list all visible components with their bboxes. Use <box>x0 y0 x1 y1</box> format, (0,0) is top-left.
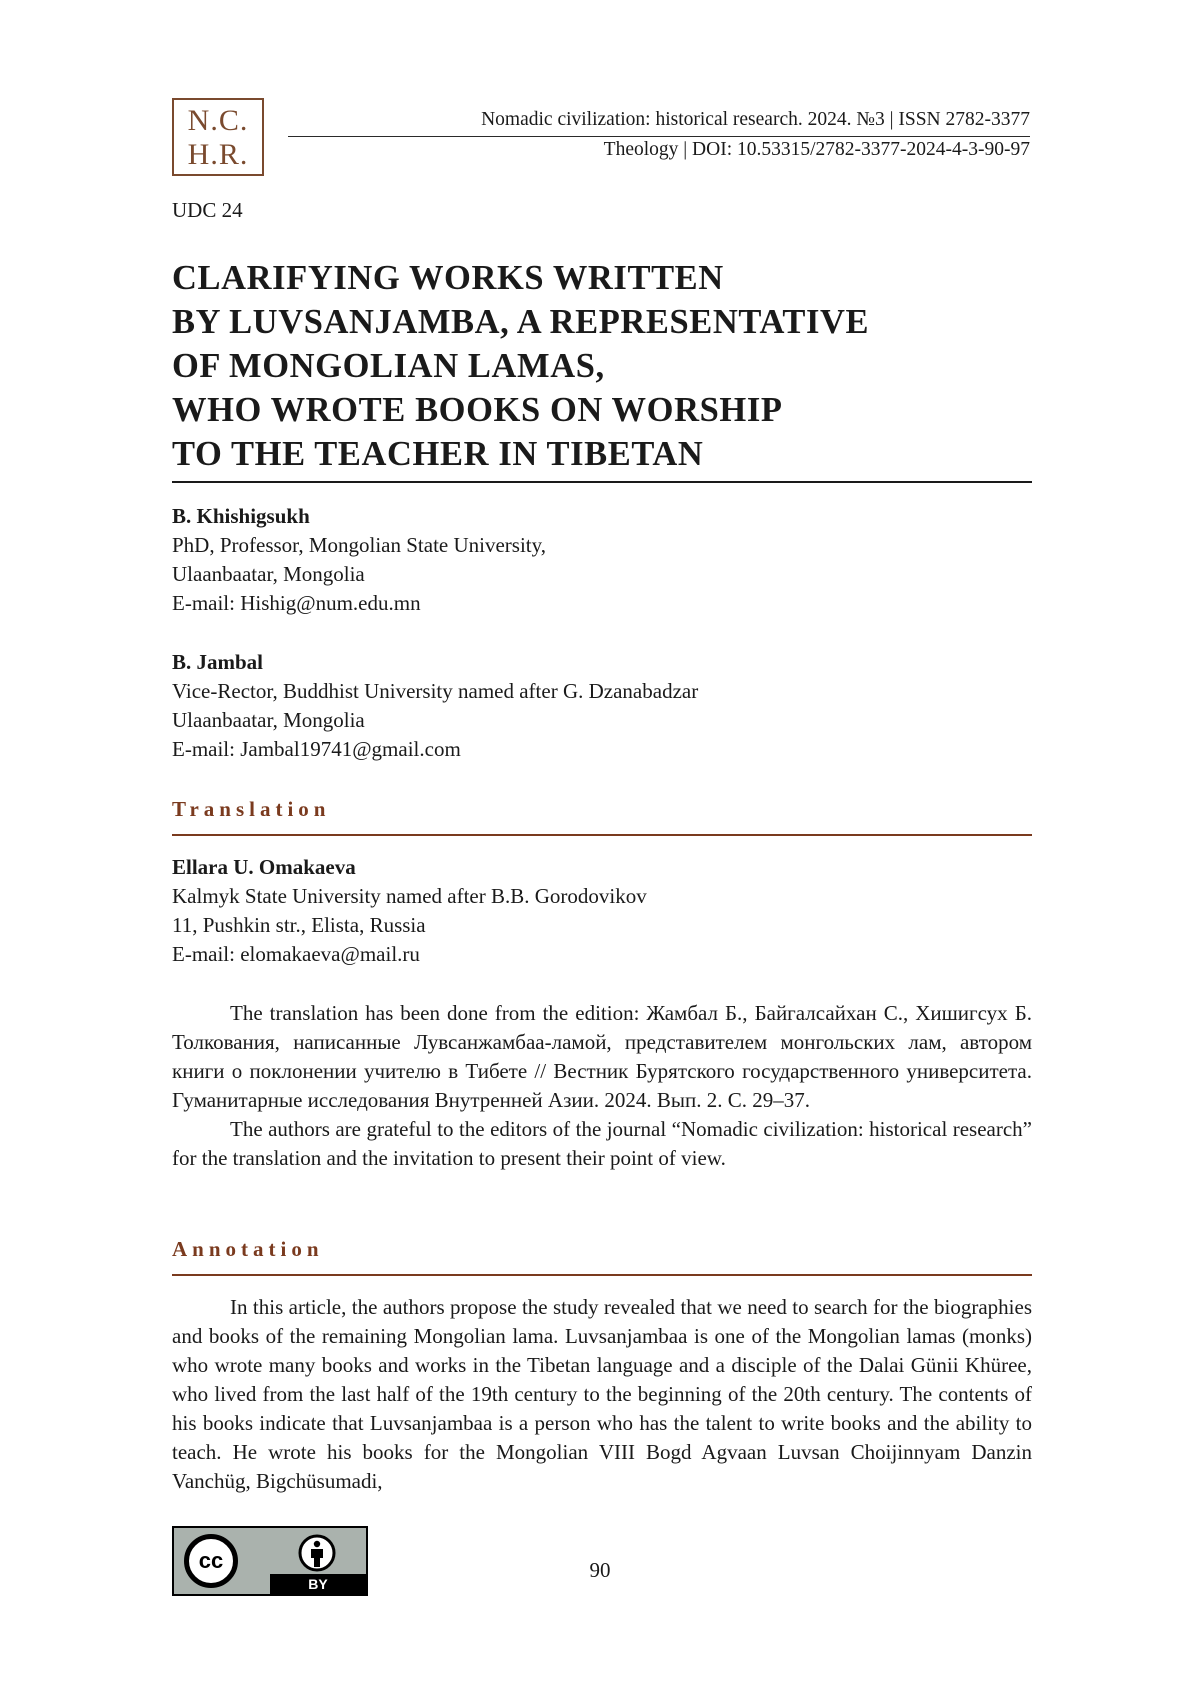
title-rule <box>172 481 1032 483</box>
annotation-rule <box>172 1274 1032 1276</box>
title-line: BY LUVSANJAMBA, A REPRESENTATIVE <box>172 303 870 341</box>
translator-name: Ellara U. Omakaeva <box>172 855 356 879</box>
article-title <box>172 256 1032 476</box>
author-email[interactable]: E-mail: Hishig@num.edu.mn <box>172 591 421 615</box>
page-number: 90 <box>589 1558 611 1582</box>
translator-email[interactable]: E-mail: elomakaeva@mail.ru <box>172 942 420 966</box>
annotation-body <box>172 1293 1032 1496</box>
logo-line-1: N.C. <box>187 104 249 137</box>
translator-affiliation: Kalmyk State University named after B.B. Gorodovikov <box>172 884 647 908</box>
translation-rule <box>172 834 1032 836</box>
title-line: CLARIFYING WORKS WRITTEN <box>172 259 724 297</box>
doi-line: Theology | DOI: 10.53315/2782-3377-2024-4-3-90-97 <box>603 139 1030 160</box>
author-name: B. Khishigsukh <box>172 504 310 528</box>
translation-note <box>172 999 1032 1173</box>
author-block-jambal <box>172 648 1032 764</box>
license-by-label: BY <box>270 1574 366 1594</box>
translator-address: 11, Pushkin str., Elista, Russia <box>172 913 426 937</box>
journal-citation: Nomadic civilization: historical research. 2024. №3 | ISSN 2782-3377 <box>481 109 1030 130</box>
acknowledgement-paragraph: The authors are grateful to the editors of the journal “Nomadic civilization: historical research” for the translation and the invitation to present their point of view. <box>172 1117 1032 1170</box>
author-affiliation: PhD, Professor, Mongolian State University, <box>172 533 547 557</box>
journal-logo <box>172 98 264 176</box>
author-location: Ulaanbaatar, Mongolia <box>172 708 365 732</box>
header-rule <box>288 136 1030 137</box>
title-line: TO THE TEACHER IN TIBETAN <box>172 435 704 473</box>
author-name: B. Jambal <box>172 650 264 674</box>
annotation-heading: Annotation <box>172 1237 324 1261</box>
translation-heading: Translation <box>172 797 331 821</box>
author-email[interactable]: E-mail: Jambal19741@gmail.com <box>172 737 461 761</box>
author-affiliation: Vice-Rector, Buddhist University named after G. Dzanabadzar <box>172 679 699 703</box>
author-location: Ulaanbaatar, Mongolia <box>172 562 365 586</box>
udc-code: UDC 24 <box>172 198 243 222</box>
cc-icon: cc <box>184 1534 238 1588</box>
title-line: OF MONGOLIAN LAMAS, <box>172 347 605 385</box>
translation-source-paragraph: The translation has been done from the edition: Жамбал Б., Байгалсайхан С., Хишигсух Б. Толкования, написанные Лувсанжамбаа-ламой, представителем монгольских лам, автором книги о поклонении учителю в Тибете // Вестник Бурятского государственного университета. Гуманитарные исследования Внутренней Азии. 2024. Вып. 2. С. 29–37. <box>172 1001 1032 1112</box>
title-line: WHO WROTE BOOKS ON WORSHIP <box>172 391 783 429</box>
author-block-khishigsukh <box>172 502 1032 618</box>
annotation-paragraph: In this article, the authors propose the study revealed that we need to search for the biographies and books of the remaining Mongolian lama. Luvsanjambaa is one of the Mongolian lamas (monks) who wrote many books and works in the Tibetan language and a disciple of the Dalai Günii Khüree, who lived from the last half of the 19th century to the beginning of the 20th century. The contents of his books indicate that Luvsanjambaa is a person who has the talent to write books and the ability to teach. He wrote his books for the Mongolian VIII Bogd Agvaan Luvsan Choijinnyam Danzin Vanchüg, Bigchüsumadi, <box>172 1295 1032 1493</box>
logo-line-2: H.R. <box>187 138 249 171</box>
translator-block <box>172 853 1032 969</box>
